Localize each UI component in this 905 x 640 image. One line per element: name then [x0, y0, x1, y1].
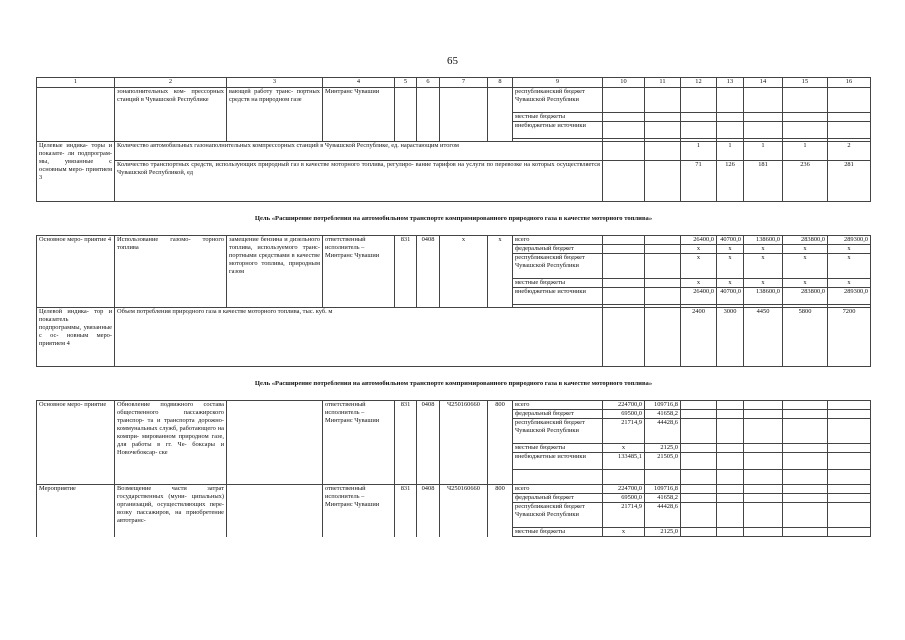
cell-indicator-text: Количество транспортных средств, использующих природный газ в качестве моторного топлива, регулиро- вание тарифов на услуги по перевозке на которых осуществляется Чувашской Республикой, ед [115, 161, 603, 202]
cell-value: 4450 [744, 308, 783, 367]
cell-value: 281 [828, 161, 871, 202]
cell-value: 26400,0 [681, 288, 717, 305]
col-header: 1 [37, 78, 115, 88]
cell-code: 831 [395, 401, 417, 485]
cell-source: всего [513, 236, 603, 245]
table-row [37, 308, 871, 367]
cell-code: 0408 [417, 401, 440, 485]
cell-value: x [681, 245, 717, 254]
cell-source: внебюджетные источники [513, 122, 603, 139]
cell-value: 181 [744, 161, 783, 202]
table-row [37, 236, 871, 245]
cell-executor: Минтранс Чувашии [323, 88, 395, 142]
table-row [37, 161, 871, 202]
col-header: 13 [717, 78, 744, 88]
table-row [37, 142, 871, 161]
cell-value: 5800 [783, 308, 828, 367]
col-header: 6 [417, 78, 440, 88]
col-header: 12 [681, 78, 717, 88]
cell-code: 800 [488, 401, 513, 485]
table-row [37, 485, 871, 494]
cell-source: внебюджетные источники [513, 453, 603, 470]
cell-source: федеральный бюджет [513, 410, 603, 419]
cell-value: x [717, 279, 744, 288]
cell-value: 7200 [828, 308, 871, 367]
col-header: 16 [828, 78, 871, 88]
cell-source: внебюджетные источники [513, 288, 603, 305]
col-header: 8 [488, 78, 513, 88]
cell-value: 26400,0 [681, 236, 717, 245]
col-header: 3 [227, 78, 323, 88]
cell-event-type: Основное меро- приятие [37, 401, 115, 485]
cell-value: 236 [783, 161, 828, 202]
cell-value: 283800,0 [783, 236, 828, 245]
cell-source: местные бюджеты [513, 279, 603, 288]
cell-code: Ч250160660 [440, 401, 488, 485]
cell-value: 44428,6 [645, 419, 681, 444]
cell-result: замещение бензина и дизельного топлива, используемого транс- портными средствами в качестве моторного топлива, природным газом [227, 236, 323, 308]
cell-value: 138600,0 [744, 236, 783, 245]
cell-value: 138600,0 [744, 288, 783, 305]
cell-executor: ответственный исполнитель – Минтранс Чувашии [323, 236, 395, 308]
cell-value: 2125,0 [645, 444, 681, 453]
cell-value: x [828, 279, 871, 288]
col-header: 11 [645, 78, 681, 88]
cell-source: федеральный бюджет [513, 245, 603, 254]
cell-value: 224700,0 [603, 401, 645, 410]
cell-code: 831 [395, 236, 417, 308]
cell-value: 71 [681, 161, 717, 202]
cell-value: 2400 [681, 308, 717, 367]
cell-code: 831 [395, 485, 417, 537]
cell-event-name: зонаполнительных ком- прессорных станций в Чувашской Республике [115, 88, 227, 142]
cell-value: 1 [717, 142, 744, 161]
cell-event-type: Мероприятие [37, 485, 115, 537]
cell-value: 224700,0 [603, 485, 645, 494]
cell-value: 40700,0 [717, 236, 744, 245]
cell-code: 0408 [417, 485, 440, 537]
col-header: 2 [115, 78, 227, 88]
cell-value: 109716,8 [645, 401, 681, 410]
goal-heading: Цель «Расширение потребления на автомобильном транспорте компримированного природного газа в качестве моторного топлива» [254, 379, 653, 387]
cell-value: 21505,0 [645, 453, 681, 470]
cell-event-name: Использование газомо- торного топлива [115, 236, 227, 308]
cell-value: 40700,0 [717, 288, 744, 305]
table-row [37, 88, 871, 113]
cell-value: 21714,9 [603, 419, 645, 444]
cell-source: республиканский бюджет Чувашской Республики [513, 88, 603, 113]
cell-source: федеральный бюджет [513, 494, 603, 503]
cell-value: x [828, 245, 871, 254]
table-row [37, 401, 871, 410]
cell-event-name: Возмещение части затрат государственных (муни- ципальных) организаций, осуществляющих пере- возку пассажиров, на приобретение автотранс- [115, 485, 227, 537]
cell-value: x [744, 279, 783, 288]
cell-value: x [744, 254, 783, 279]
cell-source: республиканский бюджет Чувашской Республики [513, 503, 603, 528]
cell-value: x [603, 528, 645, 537]
cell-event-type: Основное меро- приятие 4 [37, 236, 115, 308]
cell-value: 289300,0 [828, 236, 871, 245]
col-header: 9 [513, 78, 603, 88]
cell-code: x [440, 236, 488, 308]
cell-value: x [603, 444, 645, 453]
cell-source: республиканский бюджет Чувашской Республики [513, 254, 603, 279]
cell-value: 3000 [717, 308, 744, 367]
cell-result: вающей работу транс- портных средств на природном газе [227, 88, 323, 142]
col-header: 15 [783, 78, 828, 88]
cell-value: x [717, 245, 744, 254]
cell-value: 41658,2 [645, 410, 681, 419]
col-header: 10 [603, 78, 645, 88]
cell-source: местные бюджеты [513, 528, 603, 537]
cell-executor: ответственный исполнитель – Минтранс Чувашии [323, 401, 395, 485]
cell-value: 2125,0 [645, 528, 681, 537]
cell-indicator-label: Целевой индика- тор и показатель подпрограммы, увязанные с ос- новным меро- приятием 4 [37, 308, 115, 367]
col-header: 4 [323, 78, 395, 88]
cell-value: x [744, 245, 783, 254]
cell-value: 109716,8 [645, 485, 681, 494]
cell-value: 41658,2 [645, 494, 681, 503]
cell-indicator-text: Количество автомобильных газонаполнительных компрессорных станций в Чувашской Республике, ед. нарастающим итогом [115, 142, 603, 161]
cell-indicator-text: Объем потребления природного газа в качестве моторного топлива, тыс. куб. м [115, 308, 603, 367]
cell-value: 126 [717, 161, 744, 202]
cell-value: x [681, 279, 717, 288]
page-number: 65 [447, 55, 458, 67]
cell-value: 1 [744, 142, 783, 161]
cell-executor: ответственный исполнитель – Минтранс Чувашии [323, 485, 395, 537]
cell-value: x [783, 245, 828, 254]
cell-value: 133485,1 [603, 453, 645, 470]
cell-value: 69500,0 [603, 410, 645, 419]
cell-value: 44428,6 [645, 503, 681, 528]
cell-value: 289300,0 [828, 288, 871, 305]
cell-source: местные бюджеты [513, 113, 603, 122]
cell-value: x [681, 254, 717, 279]
cell-value: 1 [783, 142, 828, 161]
cell-event-name: Обновление подвижного состава общественного пассажирского транспор- та и транспорта дорожно- коммунальных служб, работающего на компри- мированном природном газе, для работы в гг. Че- боксары и Новочебоксар- ске [115, 401, 227, 485]
budget-table [36, 77, 871, 537]
cell-value: 283800,0 [783, 288, 828, 305]
cell-value: x [783, 279, 828, 288]
cell-value: x [783, 254, 828, 279]
cell-code: 800 [488, 485, 513, 537]
cell-value: x [828, 254, 871, 279]
cell-code: x [488, 236, 513, 308]
cell-indicator-label: Целевые индика- торы и показате- ли подпрограм- мы, увязанные с основным меро- приятием 3 [37, 142, 115, 202]
cell-value: 69500,0 [603, 494, 645, 503]
col-header: 14 [744, 78, 783, 88]
col-header: 5 [395, 78, 417, 88]
cell-code: Ч250160660 [440, 485, 488, 537]
cell-value: 21714,9 [603, 503, 645, 528]
cell-value: 1 [681, 142, 717, 161]
cell-value: x [717, 254, 744, 279]
column-numbers-row [37, 78, 871, 88]
cell-source: местные бюджеты [513, 444, 603, 453]
goal-heading: Цель «Расширение потребления на автомобильном транспорте компримированного природного газа в качестве моторного топлива» [254, 214, 653, 222]
cell-source: республиканский бюджет Чувашской Республики [513, 419, 603, 444]
cell-code: 0408 [417, 236, 440, 308]
cell-source: всего [513, 401, 603, 410]
cell-source: всего [513, 485, 603, 494]
cell-value: 2 [828, 142, 871, 161]
col-header: 7 [440, 78, 488, 88]
